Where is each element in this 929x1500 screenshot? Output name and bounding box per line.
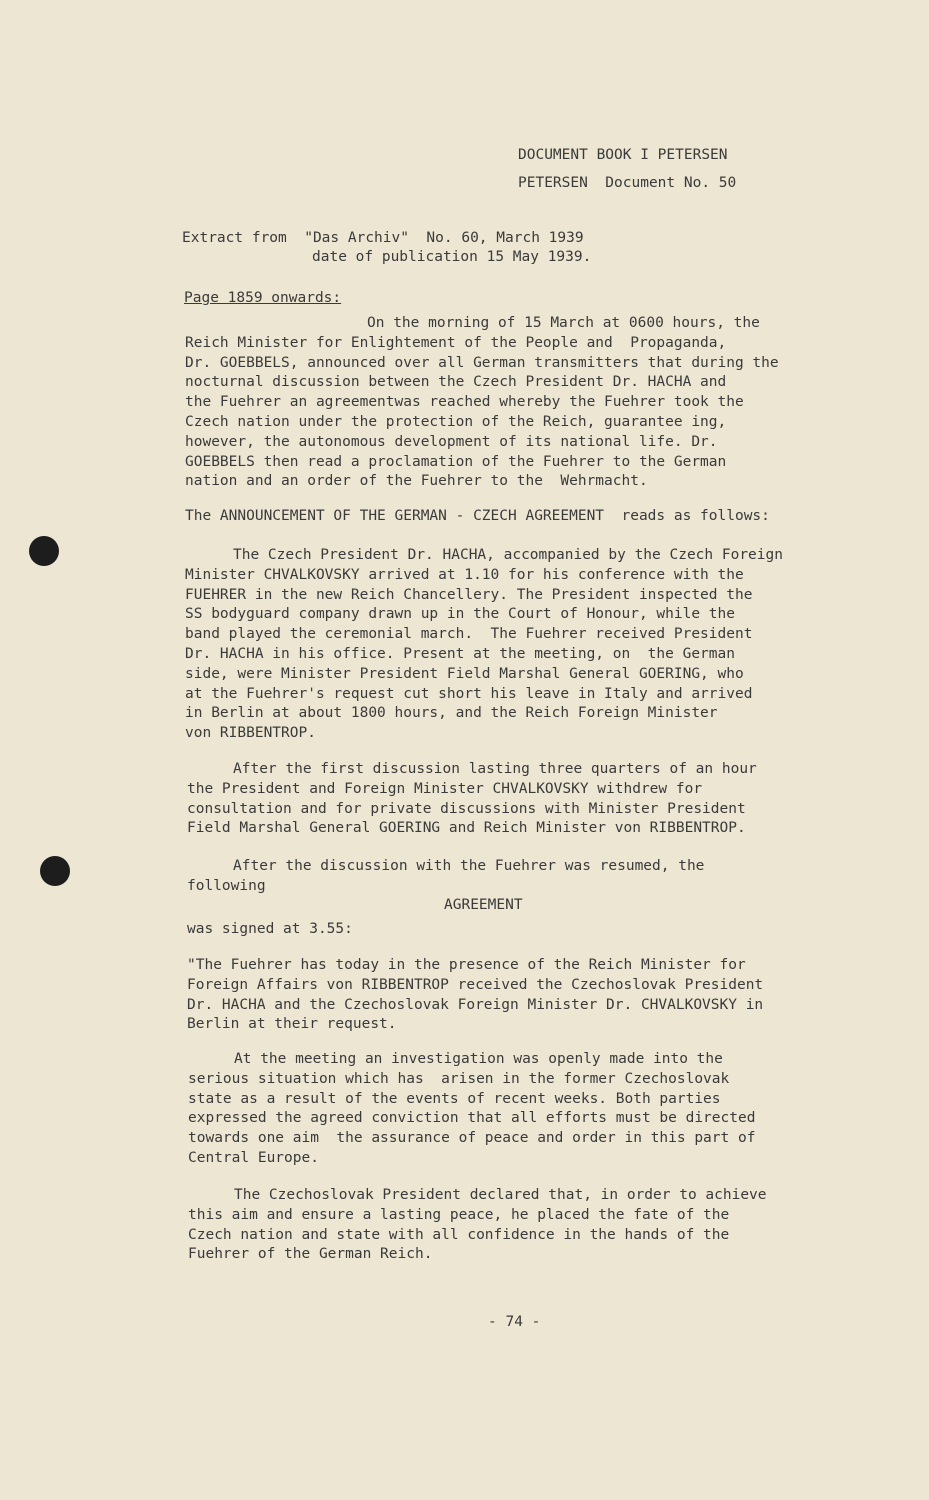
text-line: On the morning of 15 March at 0600 hours, the [367, 315, 760, 331]
text-line: consultation and for private discussions with Minister President [187, 800, 746, 817]
text-line: Berlin at their request. [187, 1016, 397, 1033]
document-book-header: DOCUMENT BOOK I PETERSEN [518, 147, 728, 163]
text-line: "The Fuehrer has today in the presence of the Reich Minister for [187, 957, 746, 973]
text-line: von RIBBENTROP. [185, 725, 316, 742]
text-line: Minister CHVALKOVSKY arrived at 1.10 for his conference with the [185, 566, 744, 583]
document-number-header: PETERSEN Document No. 50 [518, 175, 737, 191]
text-line: following [187, 877, 266, 894]
text-line: The Czechoslovak President declared that, in order to achieve [234, 1187, 767, 1203]
text-line: this aim and ensure a lasting peace, he placed the fate of the [188, 1206, 730, 1223]
publication-date-line: date of publication 15 May 1939. [312, 249, 592, 265]
text-line: After the discussion with the Fuehrer was resumed, the [233, 858, 705, 874]
punch-hole [40, 856, 70, 886]
text-line: GOEBBELS then read a proclamation of the Fuehrer to the German [185, 453, 727, 470]
text-line: band played the ceremonial march. The Fuehrer received President [185, 626, 753, 643]
text-line: The Czech President Dr. HACHA, accompanied by the Czech Foreign [233, 547, 783, 563]
text-line: nation and an order of the Fuehrer to the Wehrmacht. [185, 473, 648, 490]
text-line: nocturnal discussion between the Czech President Dr. HACHA and [185, 374, 727, 391]
text-line: expressed the agreed conviction that all efforts must be directed [188, 1110, 756, 1127]
text-line: Reich Minister for Enlightement of the People and Propaganda, [185, 334, 727, 351]
paragraph-discussion-resumed [187, 857, 704, 897]
page-number: - 74 - [488, 1314, 541, 1330]
paragraph-goebbels-announcement [185, 314, 779, 492]
paragraph-investigation [188, 1050, 755, 1169]
text-line: Fuehrer of the German Reich. [188, 1246, 433, 1263]
text-line: Dr. GOEBBELS, announced over all German transmitters that during the [185, 354, 779, 371]
text-line: Field Marshal General GOERING and Reich Minister von RIBBENTROP. [187, 820, 746, 837]
announcement-heading: The ANNOUNCEMENT OF THE GERMAN - CZECH AGREEMENT reads as follows: [185, 508, 770, 524]
text-line: the Fuehrer an agreementwas reached whereby the Fuehrer took the [185, 394, 744, 411]
text-line: Czech nation under the protection of the Reich, guarantee ing, [185, 413, 727, 430]
paragraph-president-declaration [188, 1186, 767, 1265]
text-line: at the Fuehrer's request cut short his leave in Italy and arrived [185, 685, 753, 702]
text-line: Czech nation and state with all confidence in the hands of the [188, 1226, 730, 1243]
agreement-heading: AGREEMENT [444, 897, 523, 913]
source-line: Extract from "Das Archiv" No. 60, March 1939 [182, 230, 584, 246]
text-line: Dr. HACHA in his office. Present at the meeting, on the German [185, 645, 735, 662]
text-line: At the meeting an investigation was openly made into the [234, 1051, 723, 1067]
paragraph-first-discussion [187, 760, 757, 839]
text-line: in Berlin at about 1800 hours, and the Reich Foreign Minister [185, 705, 718, 722]
text-line: Dr. HACHA and the Czechoslovak Foreign Minister Dr. CHVALKOVSKY in [187, 996, 764, 1013]
paragraph-hacha-arrival [185, 546, 783, 744]
signed-line: was signed at 3.55: [187, 921, 353, 937]
text-line: Central Europe. [188, 1149, 319, 1166]
page-reference: Page 1859 onwards: [184, 290, 342, 306]
text-line: SS bodyguard company drawn up in the Court of Honour, while the [185, 606, 735, 623]
text-line: state as a result of the events of recent weeks. Both parties [188, 1090, 721, 1107]
paragraph-agreement-opening [187, 956, 763, 1035]
text-line: however, the autonomous development of its national life. Dr. [185, 433, 718, 450]
text-line: FUEHRER in the new Reich Chancellery. The President inspected the [185, 586, 753, 603]
text-line: towards one aim the assurance of peace and order in this part of [188, 1130, 756, 1147]
text-line: serious situation which has arisen in the former Czechoslovak [188, 1070, 730, 1087]
text-line: side, were Minister President Field Marshal General GOERING, who [185, 665, 744, 682]
text-line: the President and Foreign Minister CHVALKOVSKY withdrew for [187, 780, 703, 797]
punch-hole [29, 536, 59, 566]
text-line: Foreign Affairs von RIBBENTROP received the Czechoslovak President [187, 976, 764, 993]
text-line: After the first discussion lasting three quarters of an hour [233, 761, 757, 777]
